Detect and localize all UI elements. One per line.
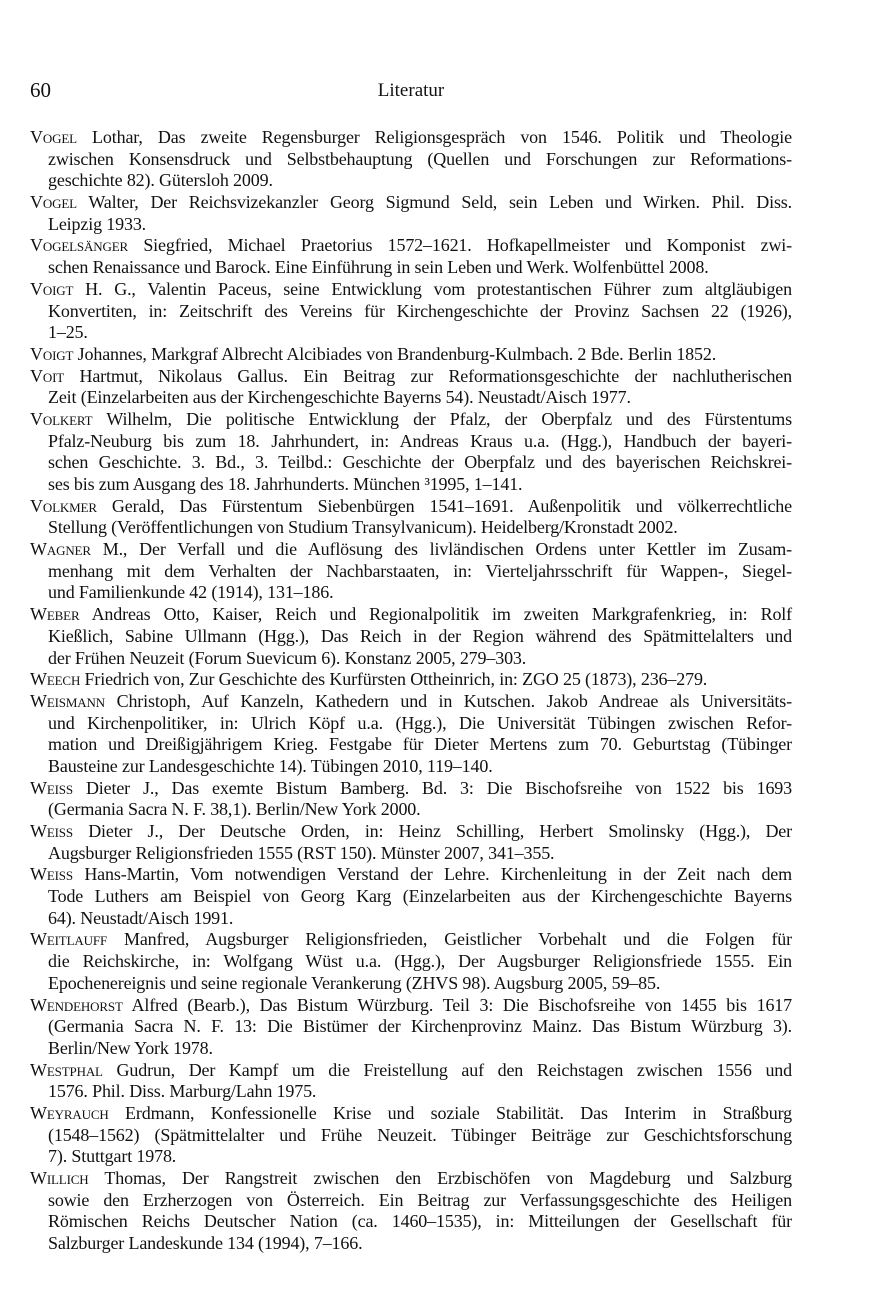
- bibliography-entry: [30, 691, 792, 778]
- bibliography-entry: [30, 344, 792, 366]
- entry-author: Voigt: [30, 278, 74, 299]
- entry-author: Voit: [30, 365, 65, 386]
- bibliography-entry: [30, 409, 792, 496]
- entry-line: [30, 127, 792, 149]
- entry-line: [30, 734, 792, 756]
- entry-line: [30, 908, 792, 930]
- entry-line: [30, 539, 792, 561]
- entry-text: Konvertiten, in: Zeitschrift des Vereins für Kirchengeschichte der Provinz Sachsen 22 (1926),: [48, 300, 792, 321]
- entry-line: [30, 778, 792, 800]
- entry-text: menhang mit dem Verhalten der Nachbarstaaten, in: Vierteljahrsschrift für Wappen-, Siegel-: [48, 560, 792, 581]
- entry-text: (Germania Sacra N. F. 38,1). Berlin/New York 2000.: [48, 799, 421, 820]
- entry-text: Friedrich von, Zur Geschichte des Kurfürsten Ottheinrich, in: ZGO 25 (1873), 236–279.: [80, 669, 708, 690]
- entry-author: Weitlauff: [30, 929, 108, 950]
- entry-text: und Familienkunde 42 (1914), 131–186.: [48, 582, 334, 603]
- entry-text: Erdmann, Konfessionelle Krise und soziale Stabilität. Das Interim in Straßburg: [108, 1102, 792, 1123]
- entry-line: [30, 496, 792, 518]
- entry-author: Weismann: [30, 690, 106, 711]
- entry-line: [30, 691, 792, 713]
- entry-line: [30, 170, 792, 192]
- entry-author: Willich: [30, 1168, 89, 1188]
- entry-author: Westphal: [30, 1059, 103, 1080]
- entry-text: Siegfried, Michael Praetorius 1572–1621. Hofkapellmeister und Komponist zwi-: [128, 235, 792, 256]
- entry-line: [30, 626, 792, 648]
- entry-line: [30, 648, 792, 670]
- entry-text: Hartmut, Nikolaus Gallus. Ein Beitrag zur Reformationsgeschichte der nachlutherischen: [64, 365, 792, 386]
- entry-text: Wilhelm, Die politische Entwicklung der Pfalz, der Oberpfalz und des Fürstentums: [92, 408, 792, 429]
- bibliography-entry: [30, 366, 792, 409]
- entry-author: Volkmer: [30, 495, 97, 516]
- entry-line: [30, 387, 792, 409]
- entry-author: Vogelsänger: [30, 235, 129, 256]
- entry-text: Pfalz-Neuburg bis zum 18. Jahrhundert, in: Andreas Kraus u.a. (Hgg.), Handbuch der bayeri-: [48, 430, 792, 451]
- entry-text: Christoph, Auf Kanzeln, Kathedern und in Kutschen. Jakob Andreae als Universitäts-: [105, 690, 792, 711]
- entry-line: [30, 561, 792, 583]
- entry-author: Weiss: [30, 777, 73, 798]
- entry-text: schen Geschichte. 3. Bd., 3. Teilbd.: Geschichte der Oberpfalz und des bayerischen Reichskrei-: [48, 452, 792, 473]
- entry-line: [30, 756, 792, 778]
- bibliography-entry: [30, 864, 792, 929]
- entry-author: Weyrauch: [30, 1102, 109, 1123]
- entry-line: [30, 431, 792, 453]
- entry-text: schen Renaissance und Barock. Eine Einführung in sein Leben und Werk. Wolfenbüttel 2008.: [48, 257, 709, 278]
- entry-line: [30, 1233, 792, 1255]
- entry-line: [30, 1103, 792, 1125]
- entry-author: Voigt: [30, 343, 74, 364]
- entry-text: Dieter J., Das exemte Bistum Bamberg. Bd. 3: Die Bischofsreihe von 1522 bis 1693: [72, 777, 792, 798]
- entry-text: Gudrun, Der Kampf um die Freistellung auf den Reichstagen zwischen 1556 und: [102, 1059, 792, 1080]
- entry-text: ses bis zum Ausgang des 18. Jahrhunderts. München ³1995, 1–141.: [48, 474, 523, 494]
- bibliography-entry: [30, 235, 792, 278]
- entry-line: [30, 366, 792, 388]
- entry-line: [30, 1190, 792, 1212]
- entry-line: [30, 886, 792, 908]
- entry-line: [30, 344, 792, 366]
- entry-text: Gerald, Das Fürstentum Siebenbürgen 1541–1691. Außenpolitik und völkerrechtliche: [96, 495, 792, 516]
- entry-line: [30, 452, 792, 474]
- entry-text: Zeit (Einzelarbeiten aus der Kirchengeschichte Bayerns 54). Neustadt/Aisch 1977.: [48, 387, 631, 408]
- entry-author: Wendehorst: [30, 994, 123, 1015]
- bibliography-entry: [30, 539, 792, 604]
- bibliography-entry: [30, 929, 792, 994]
- entry-line: [30, 409, 792, 431]
- entry-text: Manfred, Augsburger Religionsfrieden, Geistlicher Vorbehalt und die Folgen für: [107, 929, 792, 950]
- entry-text: Leipzig 1933.: [48, 213, 147, 234]
- entry-line: [30, 517, 792, 539]
- entry-line: [30, 843, 792, 865]
- bibliography-list: [30, 127, 792, 1255]
- bibliography-entry: [30, 1103, 792, 1168]
- entry-line: [30, 1146, 792, 1168]
- entry-line: [30, 322, 792, 344]
- entry-line: [30, 1081, 792, 1103]
- bibliography-entry: [30, 496, 792, 539]
- entry-author: Vogel: [30, 127, 77, 147]
- bibliography-entry: [30, 127, 792, 192]
- entry-author: Wagner: [30, 539, 91, 560]
- entry-author: Weech: [30, 669, 81, 690]
- entry-text: Hans-Martin, Vom notwendigen Verstand der Lehre. Kirchenleitung in der Zeit nach dem: [72, 864, 792, 885]
- bibliography-entry: [30, 778, 792, 821]
- entry-line: [30, 474, 792, 496]
- entry-text: Tode Luthers am Beispiel von Georg Karg (Einzelarbeiten aus der Kirchengeschichte Bayerns: [48, 886, 792, 907]
- entry-text: Salzburger Landeskunde 134 (1994), 7–166.: [48, 1233, 363, 1254]
- entry-text: M., Der Verfall und die Auflösung des livländischen Ordens unter Kettler im Zusam-: [90, 539, 792, 560]
- entry-line: [30, 799, 792, 821]
- entry-text: 1576. Phil. Diss. Marburg/Lahn 1975.: [48, 1081, 317, 1102]
- entry-text: sowie den Erzherzogen von Österreich. Ein Beitrag zur Verfassungsgeschichte des Heiligen: [48, 1189, 792, 1210]
- entry-text: Johannes, Markgraf Albrecht Alcibiades von Brandenburg-Kulmbach. 2 Bde. Berlin 1852.: [73, 343, 717, 364]
- entry-text: Stellung (Veröffentlichungen von Studium Transylvanicum). Heidelberg/Kronstadt 2002.: [48, 517, 678, 538]
- entry-text: geschichte 82). Gütersloh 2009.: [48, 170, 273, 191]
- entry-line: [30, 1211, 792, 1233]
- page-header: [30, 78, 792, 106]
- entry-text: die Reichskirche, in: Wolfgang Wüst u.a. (Hgg.), Der Augsburger Religionsfriede 1555. Ein: [48, 951, 792, 972]
- entry-line: [30, 235, 792, 257]
- entry-text: und Kirchenpolitiker, in: Ulrich Köpf u.a. (Hgg.), Die Universität Tübingen zwischen Refor-: [48, 712, 792, 733]
- bibliography-entry: [30, 1168, 792, 1255]
- bibliography-entry: [30, 604, 792, 669]
- entry-line: [30, 1125, 792, 1147]
- entry-text: H. G., Valentin Paceus, seine Entwicklung vom protestantischen Führer zum altgläubigen: [73, 278, 792, 299]
- entry-text: Dieter J., Der Deutsche Orden, in: Heinz Schilling, Herbert Smolinsky (Hgg.), Der: [72, 821, 792, 841]
- entry-line: [30, 1016, 792, 1038]
- bibliography-entry: [30, 821, 792, 864]
- entry-author: Volkert: [30, 408, 93, 429]
- entry-text: Lothar, Das zweite Regensburger Religionsgespräch von 1546. Politik und Theologie: [76, 127, 792, 147]
- entry-line: [30, 604, 792, 626]
- entry-text: Epochenereignis und seine regionale Verankerung (ZHVS 98). Augsburg 2005, 59–85.: [48, 972, 661, 993]
- entry-line: [30, 214, 792, 236]
- entry-text: 64). Neustadt/Aisch 1991.: [48, 907, 234, 928]
- entry-line: [30, 951, 792, 973]
- bibliography-entry: [30, 995, 792, 1060]
- entry-text: 7). Stuttgart 1978.: [48, 1146, 177, 1167]
- entry-line: [30, 929, 792, 951]
- bibliography-entry: [30, 279, 792, 344]
- entry-line: [30, 149, 792, 171]
- bibliography-entry: [30, 669, 792, 691]
- entry-line: [30, 821, 792, 843]
- entry-text: (Germania Sacra N. F. 13: Die Bistümer der Kirchenprovinz Mainz. Das Bistum Würzburg 3).: [48, 1016, 792, 1037]
- entry-line: [30, 1060, 792, 1082]
- entry-line: [30, 995, 792, 1017]
- entry-author: Weber: [30, 604, 80, 625]
- entry-text: Römischen Reichs Deutscher Nation (ca. 1460–1535), in: Mitteilungen der Gesellschaft für: [48, 1211, 792, 1232]
- page-number: 60: [30, 78, 51, 102]
- entry-line: [30, 301, 792, 323]
- entry-line: [30, 257, 792, 279]
- entry-text: mation und Dreißigjährigem Krieg. Festgabe für Dieter Mertens zum 70. Geburtstag (Tübinger: [48, 734, 792, 755]
- entry-text: der Frühen Neuzeit (Forum Suevicum 6). Konstanz 2005, 279–303.: [48, 647, 527, 668]
- entry-line: [30, 864, 792, 886]
- entry-line: [30, 279, 792, 301]
- running-title: Literatur: [377, 80, 445, 101]
- entry-line: [30, 582, 792, 604]
- entry-text: Augsburger Religionsfrieden 1555 (RST 150). Münster 2007, 341–355.: [48, 842, 555, 863]
- bibliography-entry: [30, 192, 792, 235]
- bibliography-entry: [30, 1060, 792, 1103]
- entry-line: [30, 669, 792, 691]
- entry-line: [30, 973, 792, 995]
- entry-text: (1548–1562) (Spätmittelalter und Frühe Neuzeit. Tübinger Beiträge zur Geschichtsforschung: [48, 1124, 792, 1145]
- entry-text: Walter, Der Reichsvizekanzler Georg Sigmund Seld, sein Leben und Wirken. Phil. Diss.: [76, 192, 792, 213]
- entry-text: Bausteine zur Landesgeschichte 14). Tübingen 2010, 119–140.: [48, 755, 493, 776]
- entry-text: Berlin/New York 1978.: [48, 1037, 213, 1058]
- entry-text: Alfred (Bearb.), Das Bistum Würzburg. Teil 3: Die Bischofsreihe von 1455 bis 1617: [122, 994, 792, 1015]
- entry-line: [30, 1038, 792, 1060]
- entry-line: [30, 1168, 792, 1190]
- entry-author: Weiss: [30, 864, 73, 885]
- entry-author: Weiss: [30, 821, 73, 841]
- entry-text: Kießlich, Sabine Ullmann (Hgg.), Das Reich in der Region während des Spätmittelalters und: [48, 625, 792, 646]
- entry-text: Andreas Otto, Kaiser, Reich und Regionalpolitik im zweiten Markgrafenkrieg, in: Rolf: [79, 604, 792, 625]
- entry-author: Vogel: [30, 192, 77, 213]
- entry-line: [30, 192, 792, 214]
- entry-text: 1–25.: [48, 322, 88, 343]
- entry-text: Thomas, Der Rangstreit zwischen den Erzbischöfen von Magdeburg und Salzburg: [88, 1168, 792, 1188]
- entry-line: [30, 713, 792, 735]
- entry-text: zwischen Konsensdruck und Selbstbehauptung (Quellen und Forschungen zur Reformations-: [48, 148, 792, 169]
